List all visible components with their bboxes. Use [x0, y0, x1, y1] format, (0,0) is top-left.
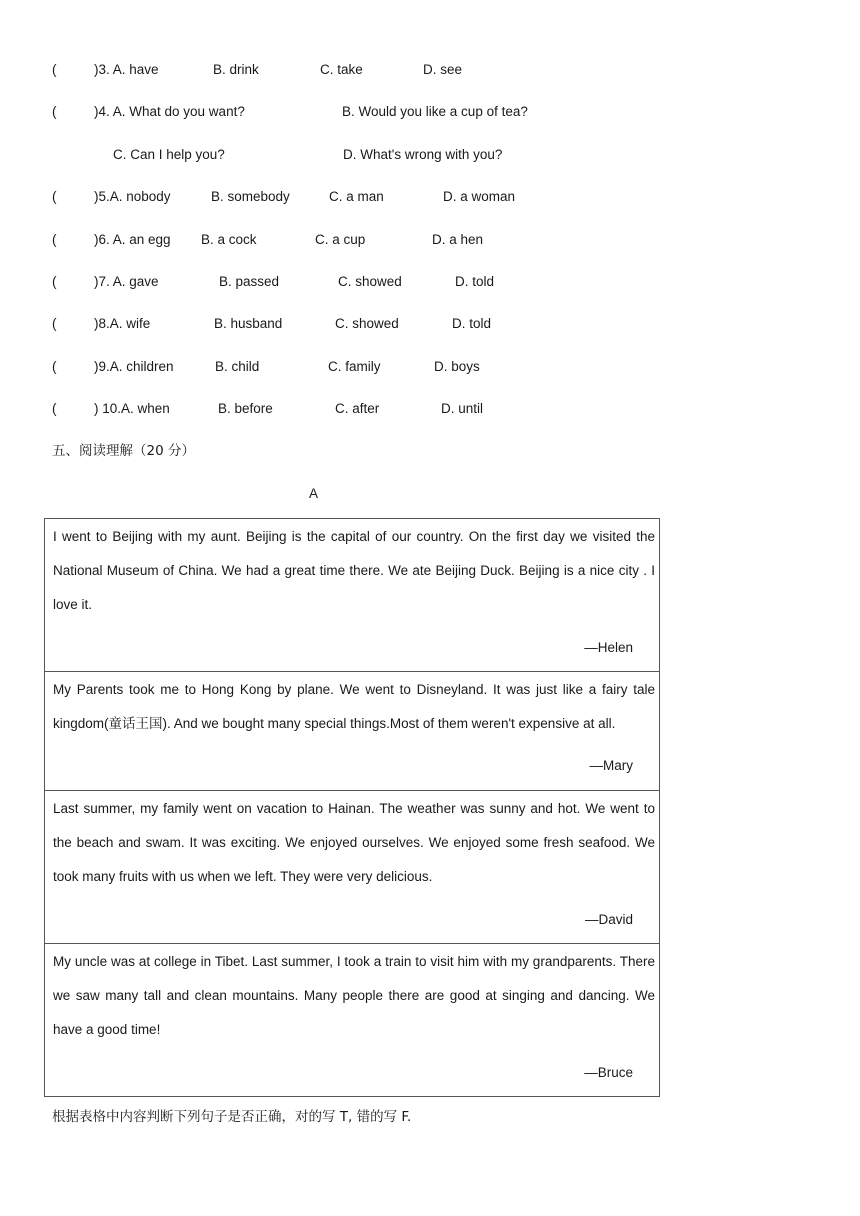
section-title: 五、阅读理解（20 分） [52, 443, 195, 459]
option-a: )7. A. gave [94, 274, 159, 289]
passage-cell [45, 672, 660, 791]
answer-blank-open: ( [52, 104, 57, 119]
option-d: D. told [452, 316, 492, 331]
option-c: C. take [320, 62, 363, 77]
option-a: )6. A. an egg [94, 232, 171, 247]
option-a: )3. A. have [94, 62, 159, 77]
option-b: B. husband [214, 316, 283, 331]
answer-blank-open: ( [52, 62, 57, 77]
option-b: B. passed [219, 274, 280, 289]
option-d: D. boys [434, 359, 480, 374]
passage-cell [45, 519, 660, 672]
passage-text: My Parents took me to Hong Kong by plane. We went to Disneyland. It was just like a fairy tale kingdom(童话王国). And we bought many special things.Most of them weren't expensive at all. [53, 682, 655, 731]
option-d: D. a hen [432, 232, 484, 247]
option-b: B. Would you like a cup of tea? [342, 104, 528, 119]
option-d: D. told [455, 274, 495, 289]
answer-blank-open: ( [52, 401, 57, 416]
option-c: C. after [335, 401, 380, 416]
option-d: D. see [423, 62, 463, 77]
option-c: C. a man [329, 189, 384, 204]
option-a: ) 10.A. when [94, 401, 170, 416]
option-a: )5.A. nobody [94, 189, 171, 204]
passage-row-helen [45, 519, 660, 672]
option-a: )4. A. What do you want? [94, 104, 245, 119]
option-b: B. drink [213, 62, 259, 77]
option-d: D. until [441, 401, 484, 416]
passage-cell [45, 944, 660, 1097]
option-b: B. before [218, 401, 273, 416]
answer-blank-open: ( [52, 189, 57, 204]
option-b: B. child [215, 359, 260, 374]
option-c: C. a cup [315, 232, 366, 247]
instruction-text: 根据表格中内容判断下列句子是否正确，对的写 T, 错的写 F. [52, 1109, 412, 1125]
answer-blank-open: ( [52, 274, 57, 289]
passage-signature: —Mary [589, 758, 633, 773]
passages-table [44, 518, 660, 1097]
option-c: C. family [328, 359, 381, 374]
option-d: D. What's wrong with you? [343, 147, 503, 162]
passage-cell [45, 791, 660, 944]
option-c: C. showed [338, 274, 402, 289]
passage-text: Last summer, my family went on vacation to Hainan. The weather was sunny and hot. We went to the beach and swam. It was exciting. We enjoyed ourselves. We enjoyed some fresh seafood. We took many fruits with us when we left. They were very delicious. [53, 801, 655, 884]
passage-row-david [45, 791, 660, 944]
passage-signature: —Bruce [584, 1065, 633, 1080]
passage-signature: —David [584, 912, 633, 927]
option-b: B. somebody [211, 189, 290, 204]
option-c: C. Can I help you? [113, 147, 225, 162]
answer-blank-open: ( [52, 359, 57, 374]
passage-row-mary [45, 672, 660, 791]
option-a: )9.A. children [94, 359, 174, 374]
passage-text: My uncle was at college in Tibet. Last summer, I took a train to visit him with my grandparents. There we saw many tall and clean mountains. Many people there are good at singing and dancing. We have a good time! [53, 954, 655, 1037]
passage-label: A [309, 486, 319, 501]
option-d: D. a woman [443, 189, 516, 204]
passage-signature: —Helen [584, 640, 633, 655]
option-a: )8.A. wife [94, 316, 151, 331]
answer-blank-open: ( [52, 316, 57, 331]
passage-row-bruce [45, 944, 660, 1097]
option-c: C. showed [335, 316, 399, 331]
option-b: B. a cock [201, 232, 257, 247]
passage-text: I went to Beijing with my aunt. Beijing is the capital of our country. On the first day we visited the National Museum of China. We had a great time there. We ate Beijing Duck. Beijing is a nice city . I love it. [53, 529, 655, 612]
answer-blank-open: ( [52, 232, 57, 247]
